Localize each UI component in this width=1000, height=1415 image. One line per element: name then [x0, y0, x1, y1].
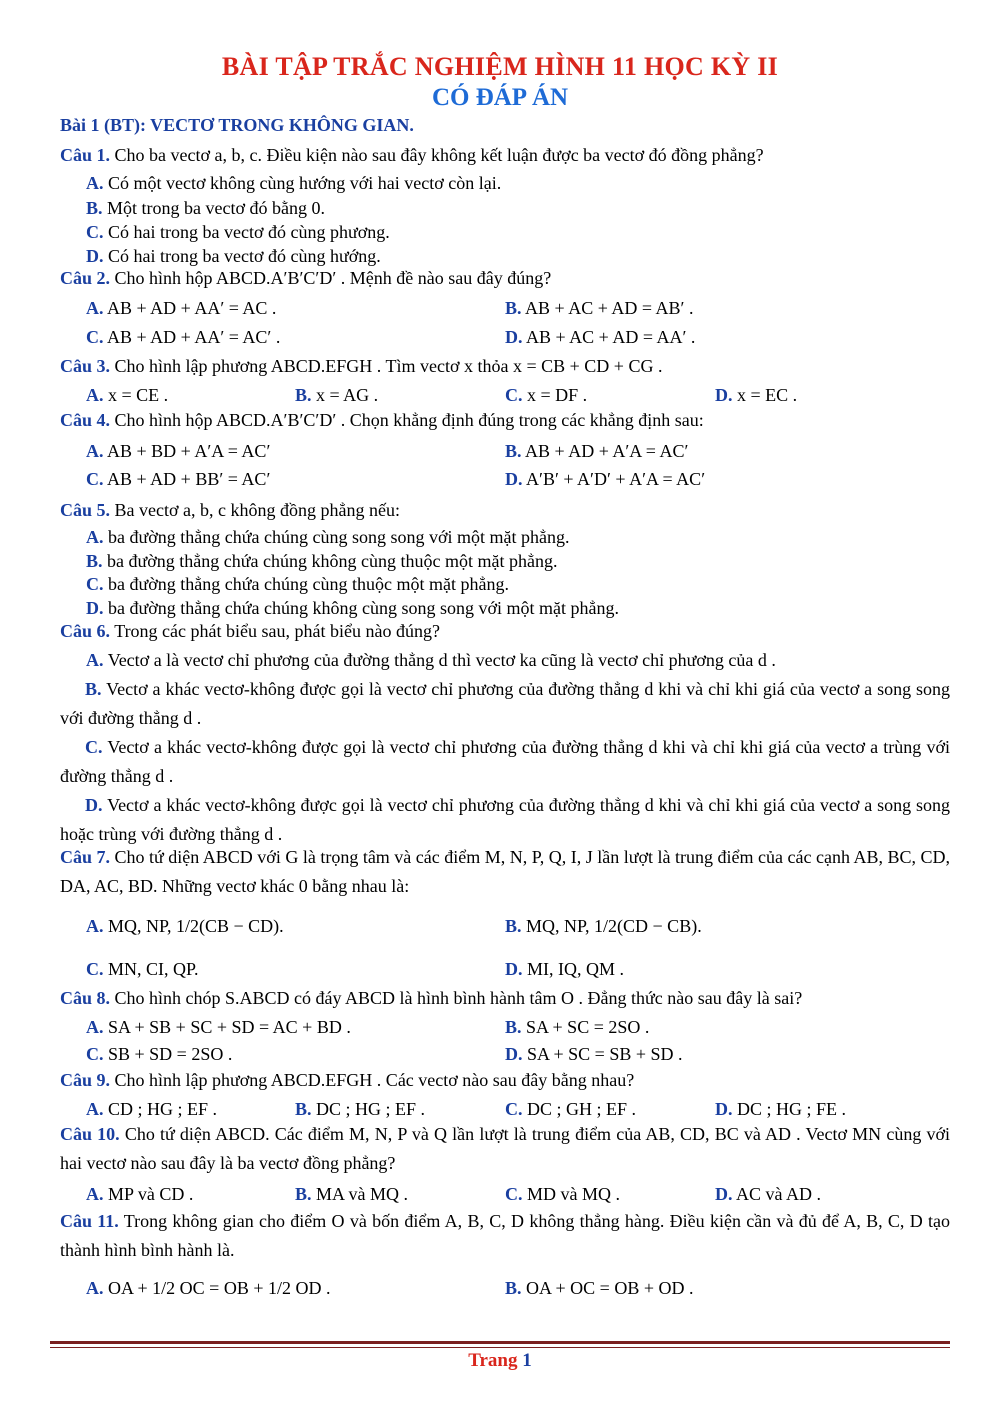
q8-option-d: D. SA + SC = SB + SD . — [505, 1044, 683, 1064]
q6-option-c: C. Vectơ a khác vectơ-không được gọi là vectơ chỉ phương của đường thẳng d khi và chỉ khi giá của vectơ a trùng với đường thẳng d . — [60, 737, 950, 786]
q6-option-d: D. Vectơ a khác vectơ-không được gọi là vectơ chỉ phương của đường thẳng d khi và chỉ khi giá của vectơ a song song hoặc trùng với đường thẳng d . — [60, 795, 950, 844]
question-5: Câu 5. Ba vectơ a, b, c không đồng phẳng nếu: — [60, 500, 400, 520]
q2-option-c: C. AB + AD + AA′ = AC′ . — [86, 327, 281, 347]
q2-option-d: D. AB + AC + AD = AA′ . — [505, 327, 696, 347]
question-3: Câu 3. Cho hình lập phương ABCD.EFGH . Tìm vectơ x thỏa x = CB + CD + CG . — [60, 356, 663, 376]
q3-option-b: B. x = AG . — [295, 385, 379, 405]
footer-divider-thick — [50, 1341, 950, 1344]
q3-option-c: C. x = DF . — [505, 385, 588, 405]
q4-option-a: A. AB + BD + A′A = AC′ — [86, 441, 271, 461]
q9-option-b: B. DC ; HG ; EF . — [295, 1099, 426, 1119]
q4-option-c: C. AB + AD + BB′ = AC′ — [86, 469, 271, 489]
q1-option-d: D. Có hai trong ba vectơ đó cùng hướng. — [86, 246, 381, 266]
section-heading: Bài 1 (BT): VECTƠ TRONG KHÔNG GIAN. — [60, 115, 414, 135]
q7-option-c: C. MN, CI, QP. — [86, 959, 199, 979]
q10-option-d: D. AC và AD . — [715, 1184, 822, 1204]
question-10: Câu 10. Cho tứ diện ABCD. Các điểm M, N, P và Q lần lượt là trung điểm của AB, CD, BC và AD . Vectơ MN cùng với hai vectơ nào sau đây là ba vectơ đồng phẳng? — [60, 1124, 951, 1173]
question-2: Câu 2. Cho hình hộp ABCD.A′B′C′D′ . Mệnh đề nào sau đây đúng? — [60, 268, 552, 288]
q6-option-b: B. Vectơ a khác vectơ-không được gọi là vectơ chỉ phương của đường thẳng d khi và chỉ khi giá của vectơ a song song với đường thẳng d . — [60, 679, 950, 728]
q8-option-a: A. SA + SB + SC + SD = AC + BD . — [86, 1017, 351, 1037]
q10-option-b: B. MA và MQ . — [295, 1184, 409, 1204]
document-subtitle: CÓ ĐÁP ÁN — [431, 84, 569, 111]
question-7: Câu 7. Cho tứ diện ABCD với G là trọng tâm và các điểm M, N, P, Q, I, J lần lượt là trung điểm của các cạnh AB, BC, CD, DA, AC, BD. Những vectơ khác 0 bằng nhau là: — [60, 847, 951, 896]
q4-option-b: B. AB + AD + A′A = AC′ — [505, 441, 689, 461]
q8-option-c: C. SB + SD = 2SO . — [86, 1044, 233, 1064]
q5-option-a: A. ba đường thẳng chứa chúng cùng song song với một mặt phẳng. — [86, 527, 570, 547]
q10-option-c: C. MD và MQ . — [505, 1184, 620, 1204]
q11-option-a: A. OA + 1/2 OC = OB + 1/2 OD . — [86, 1278, 331, 1298]
q2-option-a: A. AB + AD + AA′ = AC . — [86, 298, 277, 318]
q3-option-a: A. x = CE . — [86, 385, 169, 405]
q10-option-a: A. MP và CD . — [86, 1184, 194, 1204]
page-footer: Trang 1 — [468, 1350, 532, 1371]
question-6: Câu 6. Trong các phát biểu sau, phát biểu nào đúng? — [60, 621, 440, 641]
q4-option-d: D. A′B′ + A′D′ + A′A = AC′ — [505, 469, 706, 489]
document-title: BÀI TẬP TRẮC NGHIỆM HÌNH 11 HỌC KỲ II — [221, 52, 779, 81]
question-8: Câu 8. Cho hình chóp S.ABCD có đáy ABCD là hình bình hành tâm O . Đẳng thức nào sau đây là sai? — [60, 988, 803, 1008]
q11-option-b: B. OA + OC = OB + OD . — [505, 1278, 694, 1298]
q9-option-d: D. DC ; HG ; FE . — [715, 1099, 847, 1119]
question-4: Câu 4. Cho hình hộp ABCD.A′B′C′D′ . Chọn khẳng định đúng trong các khẳng định sau: — [60, 410, 704, 430]
q8-option-b: B. SA + SC = 2SO . — [505, 1017, 650, 1037]
q9-option-c: C. DC ; GH ; EF . — [505, 1099, 637, 1119]
q5-option-d: D. ba đường thẳng chứa chúng không cùng song song với một mặt phẳng. — [86, 598, 619, 618]
q7-option-d: D. MI, IQ, QM . — [505, 959, 624, 979]
q1-option-b: B. Một trong ba vectơ đó bằng 0. — [86, 198, 325, 218]
q1-option-a: A. Có một vectơ không cùng hướng với hai vectơ còn lại. — [86, 173, 502, 193]
q2-option-b: B. AB + AC + AD = AB′ . — [505, 298, 694, 318]
q5-option-b: B. ba đường thẳng chứa chúng không cùng thuộc một mặt phẳng. — [86, 551, 558, 571]
q7-option-b: B. MQ, NP, 1/2(CD − CB). — [505, 916, 702, 936]
question-11: Câu 11. Trong không gian cho điểm O và bốn điểm A, B, C, D không thẳng hàng. Điều kiện cần và đủ để A, B, C, D tạo thành hình bình hành là. — [60, 1211, 950, 1260]
q5-option-c: C. ba đường thẳng chứa chúng cùng thuộc một mặt phẳng. — [86, 574, 509, 594]
q7-option-a: A. MQ, NP, 1/2(CB − CD). — [86, 916, 284, 936]
q9-option-a: A. CD ; HG ; EF . — [86, 1099, 218, 1119]
q1-option-c: C. Có hai trong ba vectơ đó cùng phương. — [86, 222, 390, 242]
page-number: 1 — [522, 1350, 532, 1371]
question-1: Câu 1. Cho ba vectơ a, b, c. Điều kiện nào sau đây không kết luận được ba vectơ đó đồng phẳng? — [60, 145, 764, 165]
question-9: Câu 9. Cho hình lập phương ABCD.EFGH . Các vectơ nào sau đây bằng nhau? — [60, 1070, 635, 1090]
q3-option-d: D. x = EC . — [715, 385, 798, 405]
footer-divider-thin — [50, 1347, 950, 1348]
q6-option-a: A. Vectơ a là vectơ chỉ phương của đường thẳng d thì vectơ ka cũng là vectơ chỉ phương của d . — [86, 650, 776, 670]
